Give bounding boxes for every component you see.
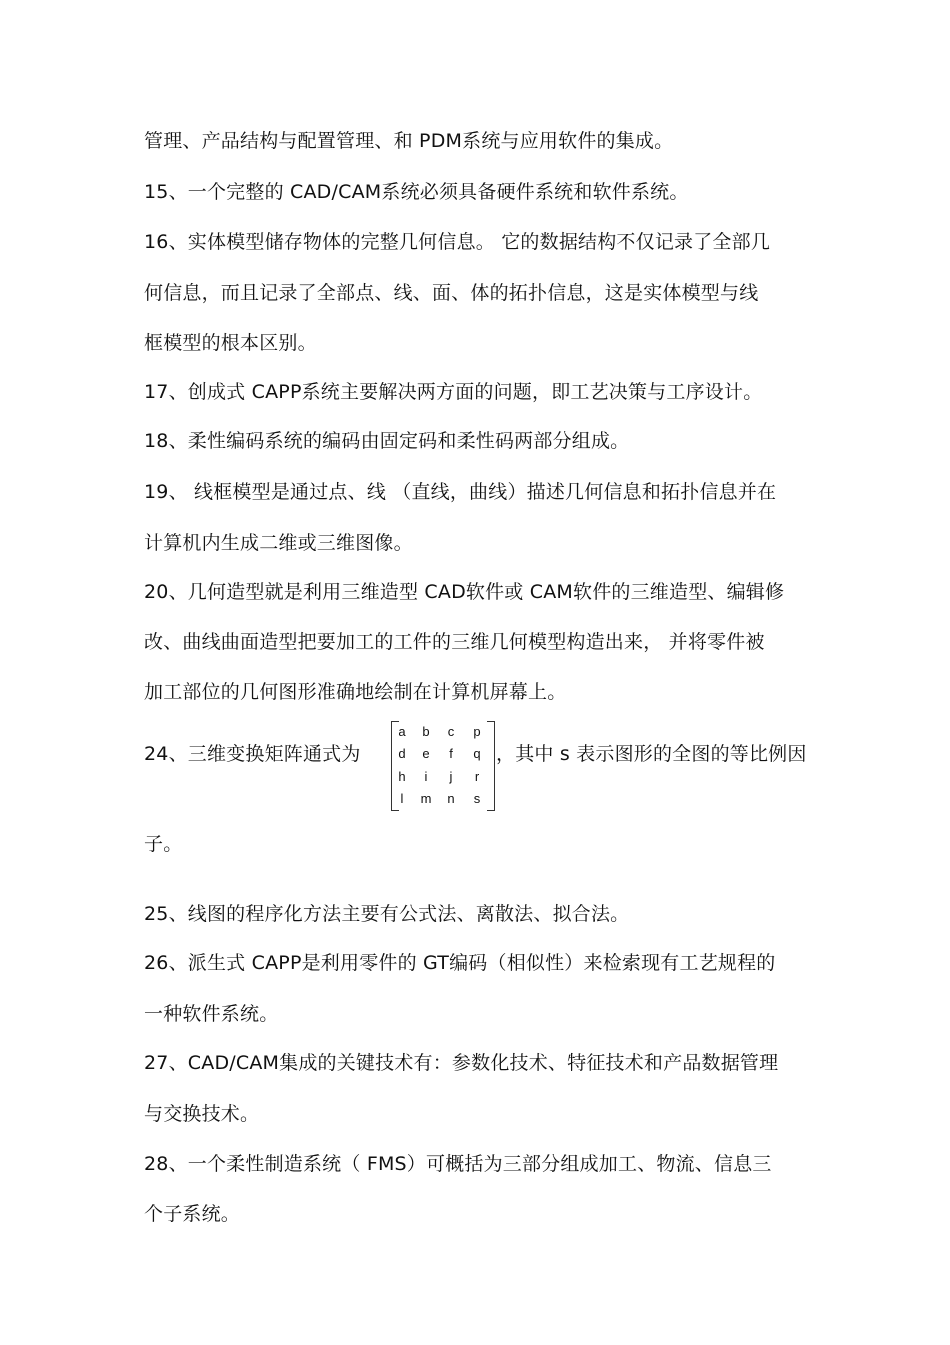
text-line: 子。 bbox=[144, 833, 183, 855]
text-line: 15、一个完整的 CAD/CAM系统必须具备硬件系统和软件系统。 bbox=[144, 181, 689, 203]
matrix-cell: q bbox=[473, 746, 481, 761]
matrix-cell: l bbox=[400, 791, 404, 806]
matrix-cell: f bbox=[449, 746, 453, 761]
matrix-cell: b bbox=[422, 724, 430, 739]
matrix-cell: d bbox=[398, 746, 406, 761]
text-line: 28、一个柔性制造系统（ FMS）可概括为三部分组成加工、物流、信息三 bbox=[144, 1153, 772, 1175]
text-line: 24、三维变换矩阵通式为 bbox=[144, 743, 361, 765]
text-line: 改、曲线曲面造型把要加工的工件的三维几何模型构造出来， 并将零件被 bbox=[144, 631, 765, 653]
text-line: 何信息，而且记录了全部点、线、面、体的拓扑信息，这是实体模型与线 bbox=[144, 282, 759, 304]
text-line: 20、几何造型就是利用三维造型 CAD软件或 CAM软件的三维造型、编辑修 bbox=[144, 581, 785, 603]
text-line: 19、 线框模型是通过点、线 （直线，曲线）描述几何信息和拓扑信息并在 bbox=[144, 481, 777, 503]
text-line: ，其中 s 表示图形的全图的等比例因 bbox=[496, 743, 807, 765]
text-line: 25、线图的程序化方法主要有公式法、离散法、拟合法。 bbox=[144, 903, 630, 925]
matrix-cell: m bbox=[420, 791, 432, 806]
text-line: 计算机内生成二维或三维图像。 bbox=[144, 532, 413, 554]
matrix-cell: i bbox=[424, 769, 428, 784]
text-line: 18、柔性编码系统的编码由固定码和柔性码两部分组成。 bbox=[144, 430, 630, 452]
matrix-right-bracket bbox=[487, 721, 495, 811]
matrix-cell: s bbox=[473, 791, 481, 806]
matrix-cell: h bbox=[398, 769, 406, 784]
text-line: 个子系统。 bbox=[144, 1203, 241, 1225]
text-line: 框模型的根本区别。 bbox=[144, 332, 317, 354]
text-line: 27、CAD/CAM集成的关键技术有：参数化技术、特征技术和产品数据管理 bbox=[144, 1052, 779, 1074]
matrix-cell: j bbox=[449, 769, 453, 784]
matrix-cell: e bbox=[422, 746, 430, 761]
text-line: 16、实体模型储存物体的完整几何信息。 它的数据结构不仅记录了全部几 bbox=[144, 231, 771, 253]
matrix-cell: a bbox=[398, 724, 406, 739]
text-line: 17、创成式 CAPP系统主要解决两方面的问题，即工艺决策与工序设计。 bbox=[144, 381, 763, 403]
text-line: 管理、产品结构与配置管理、和 PDM系统与应用软件的集成。 bbox=[144, 130, 674, 152]
matrix-cell: n bbox=[447, 791, 455, 806]
matrix-cell: p bbox=[473, 724, 481, 739]
matrix-cell: r bbox=[474, 769, 480, 784]
text-line: 一种软件系统。 bbox=[144, 1003, 279, 1025]
text-line: 与交换技术。 bbox=[144, 1103, 260, 1125]
transform-matrix bbox=[391, 721, 495, 811]
text-line: 26、派生式 CAPP是利用零件的 GT编码（相似性）来检索现有工艺规程的 bbox=[144, 952, 776, 974]
text-line: 加工部位的几何图形准确地绘制在计算机屏幕上。 bbox=[144, 681, 567, 703]
matrix-cell: c bbox=[447, 724, 455, 739]
